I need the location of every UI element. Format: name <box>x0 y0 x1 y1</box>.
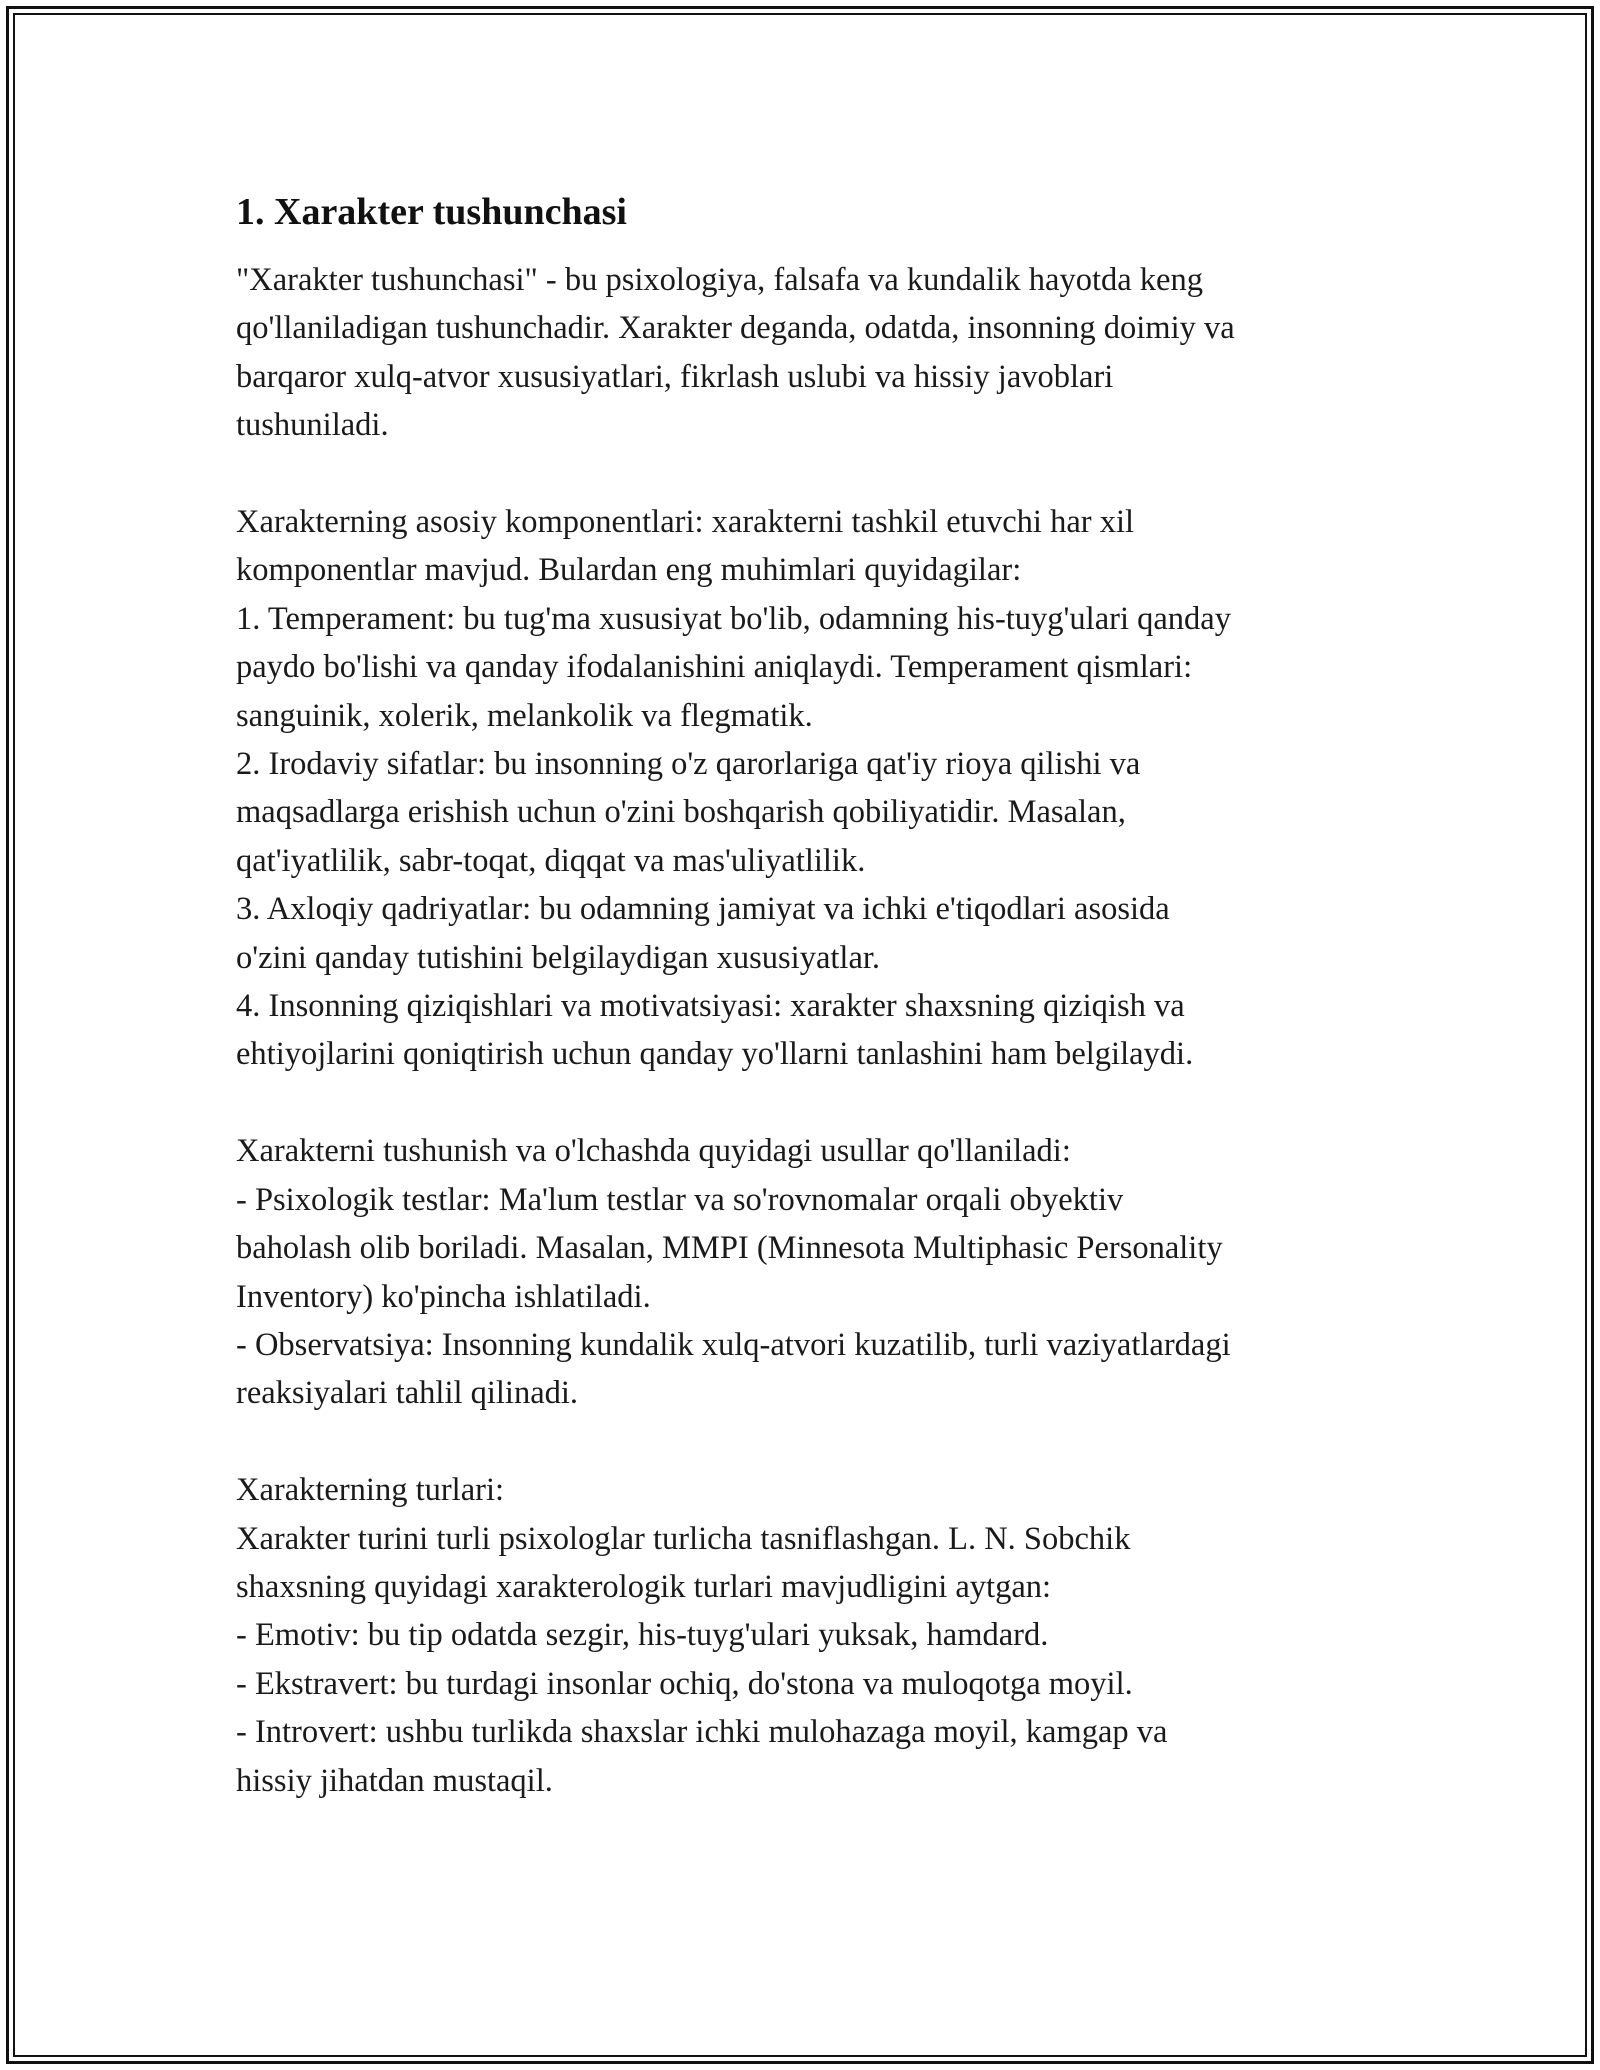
text-line: 2. Irodaviy sifatlar: bu insonning o'z qarorlariga qat'iy rioya qilishi va <box>236 746 1141 783</box>
paragraph-definition <box>236 256 1386 450</box>
text-line: shaxsning quyidagi xarakterologik turlari mavjudligini aytgan: <box>236 1568 1052 1605</box>
paragraph-gap <box>236 1079 1386 1127</box>
text-line: - Introvert: ushbu turlikda shaxslar ichki mulohazaga moyil, kamgap va <box>236 1714 1168 1751</box>
paragraph-methods <box>236 1127 1386 1417</box>
text-line: maqsadlarga erishish uchun o'zini boshqarish qobiliyatidir. Masalan, <box>236 794 1126 831</box>
document-heading: 1. Xarakter tushunchasi <box>236 191 627 233</box>
text-line: reaksiyalari tahlil qilinadi. <box>236 1375 579 1412</box>
text-line: qo'llaniladigan tushunchadir. Xarakter deganda, odatda, insonning doimiy va <box>236 310 1235 347</box>
text-line: ehtiyojlarini qoniqtirish uchun qanday yo'llarni tanlashini ham belgilaydi. <box>236 1036 1194 1073</box>
text-line: Xarakterni tushunish va o'lchashda quyidagi usullar qo'llaniladi: <box>236 1133 1071 1170</box>
text-line: tushuniladi. <box>236 407 389 444</box>
text-line: - Emotiv: bu tip odatda sezgir, his-tuyg'ulari yuksak, hamdard. <box>236 1617 1049 1654</box>
text-line: Xarakterning turlari: <box>236 1472 505 1509</box>
text-line: paydo bo'lishi va qanday ifodalanishini aniqlaydi. Temperament qismlari: <box>236 649 1193 686</box>
text-line: sanguinik, xolerik, melankolik va flegmatik. <box>236 697 813 734</box>
text-line: - Observatsiya: Insonning kundalik xulq-atvori kuzatilib, turli vaziyatlardagi <box>236 1326 1231 1363</box>
document-page <box>236 186 1386 1805</box>
text-line: - Psixologik testlar: Ma'lum testlar va so'rovnomalar orqali obyektiv <box>236 1181 1124 1218</box>
text-line: - Ekstravert: bu turdagi insonlar ochiq, do'stona va muloqotga moyil. <box>236 1665 1133 1702</box>
text-line: o'zini qanday tutishini belgilaydigan xususiyatlar. <box>236 939 881 976</box>
text-line: barqaror xulq-atvor xususiyatlari, fikrlash uslubi va hissiy javoblari <box>236 358 1114 395</box>
text-line: baholash olib boriladi. Masalan, MMPI (Minnesota Multiphasic Personality <box>236 1230 1223 1267</box>
text-line: 4. Insonning qiziqishlari va motivatsiyasi: xarakter shaxsning qiziqish va <box>236 988 1185 1025</box>
text-line: komponentlar mavjud. Bulardan eng muhimlari quyidagilar: <box>236 552 1022 589</box>
paragraph-gap <box>236 1418 1386 1466</box>
text-line: "Xarakter tushunchasi" - bu psixologiya, falsafa va kundalik hayotda keng <box>236 262 1203 298</box>
text-line: qat'iyatlilik, sabr-toqat, diqqat va mas'uliyatlilik. <box>236 842 866 879</box>
text-line: 1. Temperament: bu tug'ma xususiyat bo'lib, odamning his-tuyg'ulari qanday <box>236 600 1231 637</box>
text-line: Inventory) ko'pincha ishlatiladi. <box>236 1278 651 1315</box>
paragraph-types <box>236 1466 1386 1805</box>
text-line: Xarakter turini turli psixologlar turlicha tasniflashgan. L. N. Sobchik <box>236 1520 1131 1557</box>
text-line: hissiy jihatdan mustaqil. <box>236 1762 553 1799</box>
paragraph-components <box>236 498 1386 1079</box>
text-line: Xarakterning asosiy komponentlari: xarakterni tashkil etuvchi har xil <box>236 504 1135 541</box>
paragraph-gap <box>236 450 1386 498</box>
text-line: 3. Axloqiy qadriyatlar: bu odamning jamiyat va ichki e'tiqodlari asosida <box>236 891 1170 928</box>
